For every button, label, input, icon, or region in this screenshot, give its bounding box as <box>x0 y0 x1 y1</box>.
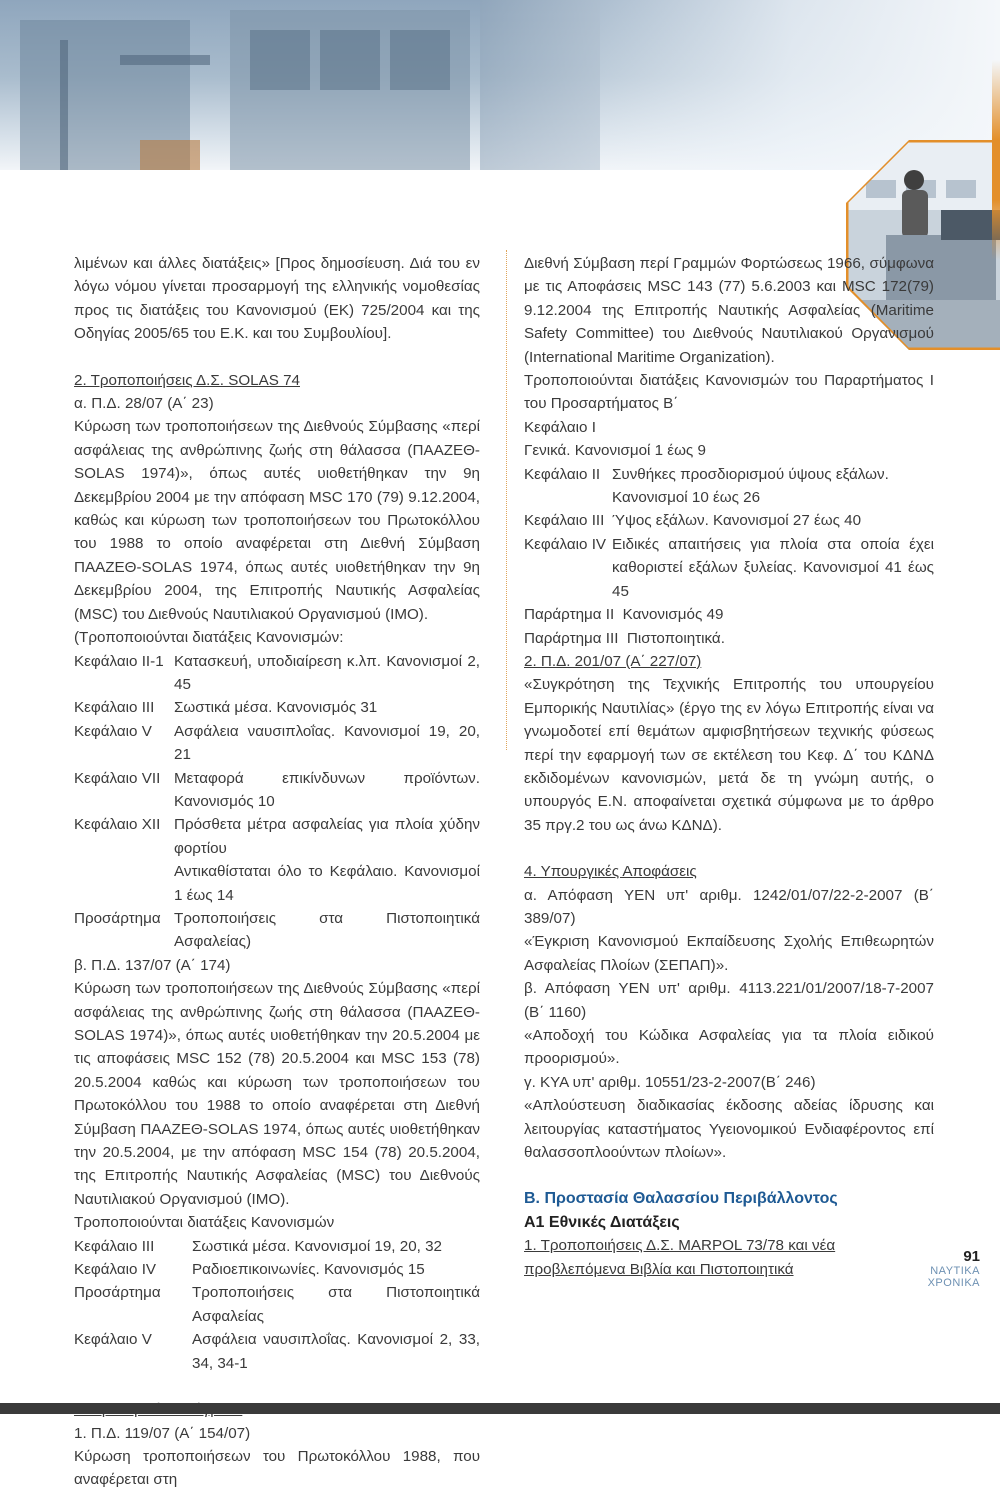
marpol-heading: 1. Τροποποιήσεις Δ.Σ. MARPOL 73/78 και νέα προβλεπόμενα Βιβλία και Πιστοποιητικά <box>524 1237 836 1278</box>
regulation-row: Κεφάλαιο ΙΙΙ Σωστικά μέσα. Κανονισμοί 19, 20, 32 <box>74 1237 442 1255</box>
orange-edge-accent <box>992 60 1000 260</box>
regulation-row: Κεφάλαιο ΙΙ Συνθήκες προσδιορισμού ύψους εξάλων. <box>524 465 889 483</box>
general-regulations: Γενικά. Κανονισμοί 1 έως 9 <box>524 442 706 460</box>
annex-3: Παράρτημα ΙΙΙ Πιστοποιητικά. <box>524 629 725 647</box>
pd-137-07-text: Κύρωση των τροποποιήσεων της Διεθνούς Σύμβασης «περί ασφάλειας της ανθρώπινης ζωής στη θάλασσα (ΠΑΑΖΕΘ-SOLAS 1974)», όπως αυτές υιοθετήθηκαν την 20.5.2004 με τις αποφάσεις MSC 152 (78) 20.5.2004 και MSC 153 (78) 20.5.2004 καθώς και κύρωση των τροποποιήσεων του Πρωτοκόλλου του 1988 το οποίο αναφέρεται στη Διεθνή Σύμβαση ΠΑΑΖΕΘ-SOLAS 1974, όπως αυτές υιοθετήθηκαν την 20.5.2004, με την απόφαση MSC 154 (78) 20.5.2004, της Επιτροπής Ναυτικής Ασφαλείας (MSC) του Διεθνούς Ναυτιλιακού Οργανισμού (IMO). <box>74 980 480 1208</box>
section-b-title: Β. Προστασία Θαλασσίου Περιβάλλοντος <box>524 1190 838 1208</box>
pd-201-07-text: «Συγκρότηση της Τεχνικής Επιτροπής του υπουργείου Εμπορικής Ναυτιλίας» (έργο της εν λόγω Επιτροπής είναι να γνωμοδοτεί επί θεμάτων αμφισβητήσεων τεχνικής φύσεως περί την εφαρμογή των σε εκτέλεση του Κεφ. Δ΄ του ΚΔΝΔ εκδιδομένων κανονισμών, μετά δε τη γνώμη αυτής, ο υπουργός Ε.Ν. αποφαίνεται σχετικά σύμφωνα με το άρθρο 35 πργ.2 του ως άνω ΚΔΝΔ). <box>524 676 934 834</box>
pd-119-07-text: Κύρωση τροποποιήσεων του Πρωτοκόλλου 1988, που αναφέρεται στη <box>74 1447 480 1489</box>
regulation-row: Κεφάλαιο ΙΙΙ Ύψος εξάλων. Κανονισμοί 27 έως 40 <box>524 512 862 530</box>
section-2-heading: 2. Τροποποιήσεις Δ.Σ. SOLAS 74 <box>74 371 300 389</box>
section-a1-title: Α1 Εθνικές Διατάξεις <box>524 1213 680 1231</box>
column-divider <box>506 250 507 750</box>
right-column <box>524 252 934 1281</box>
pd-119-07-title: 1. Π.Δ. 119/07 (Α΄ 154/07) <box>74 1424 251 1442</box>
regulation-row: Κεφάλαιο VII Μεταφορά επικίνδυνων προϊόντων. Κανονισμός 10 <box>74 769 480 810</box>
regulation-row: Προσάρτημα Τροποποιήσεις στα Πιστοποιητικά Ασφαλείας <box>74 1284 480 1325</box>
section-4-heading: 4. Υπουργικές Αποφάσεις <box>524 863 697 881</box>
page-footer <box>900 1248 980 1289</box>
decision-b-text: «Αποδοχή του Κώδικα Ασφαλείας για τα πλοία ειδικού προορισμού». <box>524 1027 934 1068</box>
decision-a-text: «Έγκριση Κανονισμού Εκπαίδευσης Σχολής Επιθεωρητών Ασφαλείας Πλοίων (ΣΕΠΑΠ)». <box>524 933 934 974</box>
annex-2: Παράρτημα ΙΙ Κανονισμός 49 <box>524 606 724 624</box>
magazine-name-line-1: ΝΑΥΤΙΚΑ <box>930 1265 980 1277</box>
decision-b-title: β. Απόφαση ΥΕΝ υπ' αριθμ. 4113.221/01/2007/18-7-2007 (Β΄ 1160) <box>524 980 934 1021</box>
regulation-row: Κεφάλαιο V Ασφάλεια ναυσιπλοΐας. Κανονισμοί 19, 20, 21 <box>74 722 480 764</box>
right-amended: Τροποποιούνται διατάξεις Κανονισμών του Παραρτήματος Ι του Προσαρτήματος Β΄ <box>524 372 934 413</box>
pd-28-07-title: α. Π.Δ. 28/07 (Α΄ 23) <box>74 395 214 413</box>
pd-28-07-text: Κύρωση των τροποποιήσεων της Διεθνούς Σύμβασης «περί ασφάλειας της ανθρώπινης ζωής στη θάλασσα (ΠΑΑΖΕΘ-SOLAS 1974)», όπως αυτές υιοθετήθηκαν την 9η Δεκεμβρίου 2004 με την απόφαση MSC 170 (79) 9.12.2004, καθώς και κύρωση των τροποποιήσεων του Πρωτοκόλλου του 1988 το οποίο αναφέρεται στη Διεθνή Σύμβαση ΠΑΑΖΕΘ-SOLAS 1974, όπως αυτές υιοθετήθηκαν την 9η Δεκεμβρίου 2004, της Επιτροπής Ναυτικής Ασφαλείας (MSC) του Διεθνούς Ναυτιλιακού Οργανισμού (IMO). <box>74 418 480 623</box>
magazine-name-line-2: ΧΡΟΝΙΚΑ <box>927 1277 980 1289</box>
pd-137-07-amended: Τροποποιούνται διατάξεις Κανονισμών <box>74 1214 335 1232</box>
pd-28-07-amended: (Τροποποιούνται διατάξεις Κανονισμών: <box>74 629 344 647</box>
left-column <box>74 252 480 1492</box>
page-number: 91 <box>963 1248 980 1265</box>
pd-137-07-title: β. Π.Δ. 137/07 (Α΄ 174) <box>74 956 231 974</box>
regulation-row-continuation: Αντικαθίσταται όλο το Κεφάλαιο. Κανονισμοί 1 έως 14 <box>174 863 480 904</box>
regulation-row: Κεφάλαιο ΙΙ-1 Κατασκευή, υποδιαίρεση κ.λπ. Κανονισμοί 2, 45 <box>74 652 480 693</box>
header-photo <box>0 0 1000 170</box>
intro-paragraph: λιμένων και άλλες διατάξεις» [Προς δημοσίευση. Διά του εν λόγω νόμου γίνεται προσαρμογή της ελληνικής νομοθεσίας προς τις διατάξεις του Κανονισμού (ΕΚ) 725/2004 και της Οδηγίας 2005/65 του Ε.Κ. και του Συμβουλίου]. <box>74 255 480 343</box>
regulation-row: Κεφάλαιο XII Πρόσθετα μέτρα ασφαλείας για πλοία χύδην φορτίου <box>74 816 480 857</box>
decision-c-text: «Απλούστευση διαδικασίας έκδοσης αδείας ίδρυσης και λειτουργίας καταστήματος Υγειονομικού Ενδιαφέροντος επί θαλασσοπλοούντων πλοίων». <box>524 1097 934 1162</box>
decision-a-title: α. Απόφαση ΥΕΝ υπ' αριθμ. 1242/01/07/22-2-2007 (Β΄ 389/07) <box>524 886 934 927</box>
regulation-row: Κεφάλαιο IV Ειδικές απαιτήσεις για πλοία στα οποία έχει καθοριστεί εξάλων ξυλείας. Κανονισμοί 41 έως 45 <box>524 535 934 600</box>
pd-201-07-title: 2. Π.Δ. 201/07 (Α΄ 227/07) <box>524 652 702 670</box>
regulation-row: Κεφάλαιο IV Ραδιοεπικοινωνίες. Κανονισμός 15 <box>74 1261 425 1279</box>
bottom-scan-edge <box>0 1403 1000 1414</box>
chapter-1: Κεφάλαιο Ι <box>524 418 596 436</box>
regulation-row-continuation: Κανονισμοί 10 έως 26 <box>612 489 761 507</box>
regulation-row: Κεφάλαιο V Ασφάλεια ναυσιπλοΐας. Κανονισμοί 2, 33, 34, 34-1 <box>74 1331 480 1372</box>
regulation-row: Προσάρτημα Τροποποιήσεις στα Πιστοποιητικά Ασφαλείας) <box>74 909 480 951</box>
load-lines-continuation: Διεθνή Σύμβαση περί Γραμμών Φορτώσεως 1966, σύμφωνα με τις Αποφάσεις MSC 143 (77) 5.6.2003 και MSC 172(79) 9.12.2004 της Επιτροπής Ναυτικής Ασφαλείας (Maritime Safety Committee) του Διεθνούς Ναυτιλιακού Οργανισμού (International Maritime Organization). <box>524 255 934 366</box>
regulation-row: Κεφάλαιο ΙΙΙ Σωστικά μέσα. Κανονισμός 31 <box>74 699 378 717</box>
decision-c-title: γ. ΚΥΑ υπ' αριθμ. 10551/23-2-2007(Β΄ 246) <box>524 1073 816 1091</box>
